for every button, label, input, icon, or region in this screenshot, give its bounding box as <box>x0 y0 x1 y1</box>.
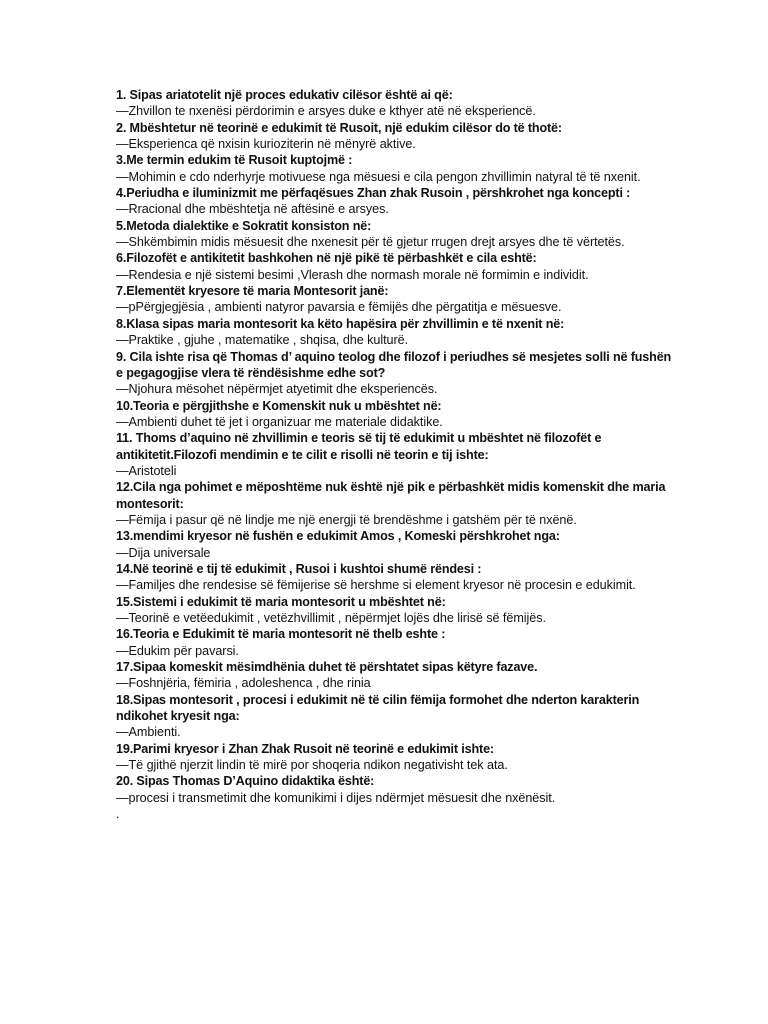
answer-line: —Ambienti. <box>116 725 181 740</box>
question-line: 9. Cila ishte risa që Thomas d’ aquino teolog dhe filozof i periudhes së mesjetes solli në fushën <box>116 349 672 364</box>
question-line: 10.Teoria e përgjithshe e Komenskit nuk u mbështet në: <box>116 398 442 413</box>
answer-line: —Aristoteli <box>116 463 177 478</box>
answer-line: —Shkëmbimin midis mësuesit dhe nxenesit për të gjetur rrugen drejt arsyes dhe të vërtetës. <box>116 235 625 250</box>
question-line: 20. Sipas Thomas D’Aquino didaktika është: <box>116 774 375 789</box>
answer-line: —Dija universale <box>116 545 211 560</box>
question-line: 15.Sistemi i edukimit të maria montesorit u mbështet në: <box>116 594 446 609</box>
question-line: 16.Teoria e Edukimit të maria montesorit në thelb eshte : <box>116 627 446 642</box>
answer-line: —Eksperienca që nxisin kurioziterin në mënyrë aktive. <box>116 137 416 152</box>
question-line: 18.Sipas montesorit , procesi i edukimit në të cilin fëmija formohet dhe nderton karakterin <box>116 692 640 707</box>
question-line: 12.Cila nga pohimet e mëposhtëme nuk është një pik e përbashkët midis komenskit dhe maria <box>116 480 666 495</box>
question-line: 14.Në teorinë e tij të edukimit , Rusoi i kushtoi shumë rëndesi : <box>116 561 482 576</box>
question-line: 7.Elementët kryesore të maria Montesorit janë: <box>116 284 389 299</box>
question-line: 13.mendimi kryesor në fushën e edukimit Amos , Komeski përshkrohet nga: <box>116 529 560 544</box>
answer-line: —Praktike , gjuhe , matematike , shqisa, dhe kulturë. <box>116 333 409 348</box>
answer-line: —Të gjithë njerzit lindin të mirë por shoqeria ndikon negativisht tek ata. <box>116 758 508 773</box>
answer-line: —Ambienti duhet të jet i organizuar me materiale didaktike. <box>116 414 443 429</box>
answer-line: —Njohura mësohet nëpërmjet atyetimit dhe eksperiencës. <box>116 382 438 397</box>
document-page <box>116 87 676 822</box>
question-line: 1. Sipas ariatotelit një proces edukativ cilësor është ai që: <box>116 88 453 102</box>
answer-line: —Familjes dhe rendesise së fëmijerise së hershme si element kryesor në procesin e edukimit. <box>116 578 636 593</box>
question-line: 11. Thoms d’aquino në zhvillimin e teoris së tij të edukimit u mbështet në filozofët e <box>116 431 602 446</box>
answer-line: —Zhvillon te nxenësi përdorimin e arsyes duke e kthyer atë në eksperiencë. <box>116 104 536 119</box>
question-line: ndikohet kryesit nga: <box>116 709 240 724</box>
question-line: 4.Periudha e iluminizmit me përfaqësues Zhan zhak Rusoin , përshkrohet nga koncepti : <box>116 186 631 201</box>
answer-line: —Foshnjëria, fëmiria , adoleshenca , dhe rinia <box>116 676 371 691</box>
question-line: 6.Filozofët e antikitetit bashkohen në një pikë të përbashkët e cila eshtë: <box>116 251 537 266</box>
answer-line: —Edukim për pavarsi. <box>116 643 239 658</box>
answer-line: —procesi i transmetimit dhe komunikimi i dijes ndërmjet mësuesit dhe nxënësit. <box>116 790 556 805</box>
question-line: e pegagogjise vlera të rëndësishme edhe sot? <box>116 365 386 380</box>
question-line: 2. Mbështetur në teorinë e edukimit të Rusoit, një edukim cilësor do të thotë: <box>116 120 562 135</box>
question-line: antikitetit.Filozofi mendimin e te cilit e risolli në teorin e tij ishte: <box>116 447 489 462</box>
answer-line: —Mohimin e cdo nderhyrje motivuese nga mësuesi e cila pengon zhvillimin natyral të të nxenit. <box>116 169 641 184</box>
answer-line: —Teorinë e vetëedukimit , vetëzhvillimit , nëpërmjet lojës dhe lirisë së fëmijës. <box>116 611 546 625</box>
answer-line: —pPërgjegjësia , ambienti natyror pavarsia e fëmijës dhe përgatitja e mësuesve. <box>116 300 562 315</box>
answer-line: —Fëmija i pasur që në lindje me një energji të brendëshme i gatshëm për të nxënë. <box>116 512 577 527</box>
question-line: montesorit: <box>116 496 184 511</box>
question-line: 19.Parimi kryesor i Zhan Zhak Rusoit në teorinë e edukimit ishte: <box>116 741 494 756</box>
answer-line: —Rendesia e një sistemi besimi ,Vlerash dhe normash morale në formimin e individit. <box>116 267 589 282</box>
question-line: 3.Me termin edukim të Rusoit kuptojmë : <box>116 153 353 168</box>
question-line: 8.Klasa sipas maria montesorit ka këto hapësira për zhvillimin e të nxenit në: <box>116 316 565 331</box>
answer-line: —Rracional dhe mbështetja në aftësinë e arsyes. <box>116 202 389 217</box>
question-line: 5.Metoda dialektike e Sokratit konsiston në: <box>116 218 372 233</box>
answer-line: . <box>116 807 120 822</box>
question-line: 17.Sipaa komeskit mësimdhënia duhet të përshtatet sipas këtyre fazave. <box>116 660 538 675</box>
